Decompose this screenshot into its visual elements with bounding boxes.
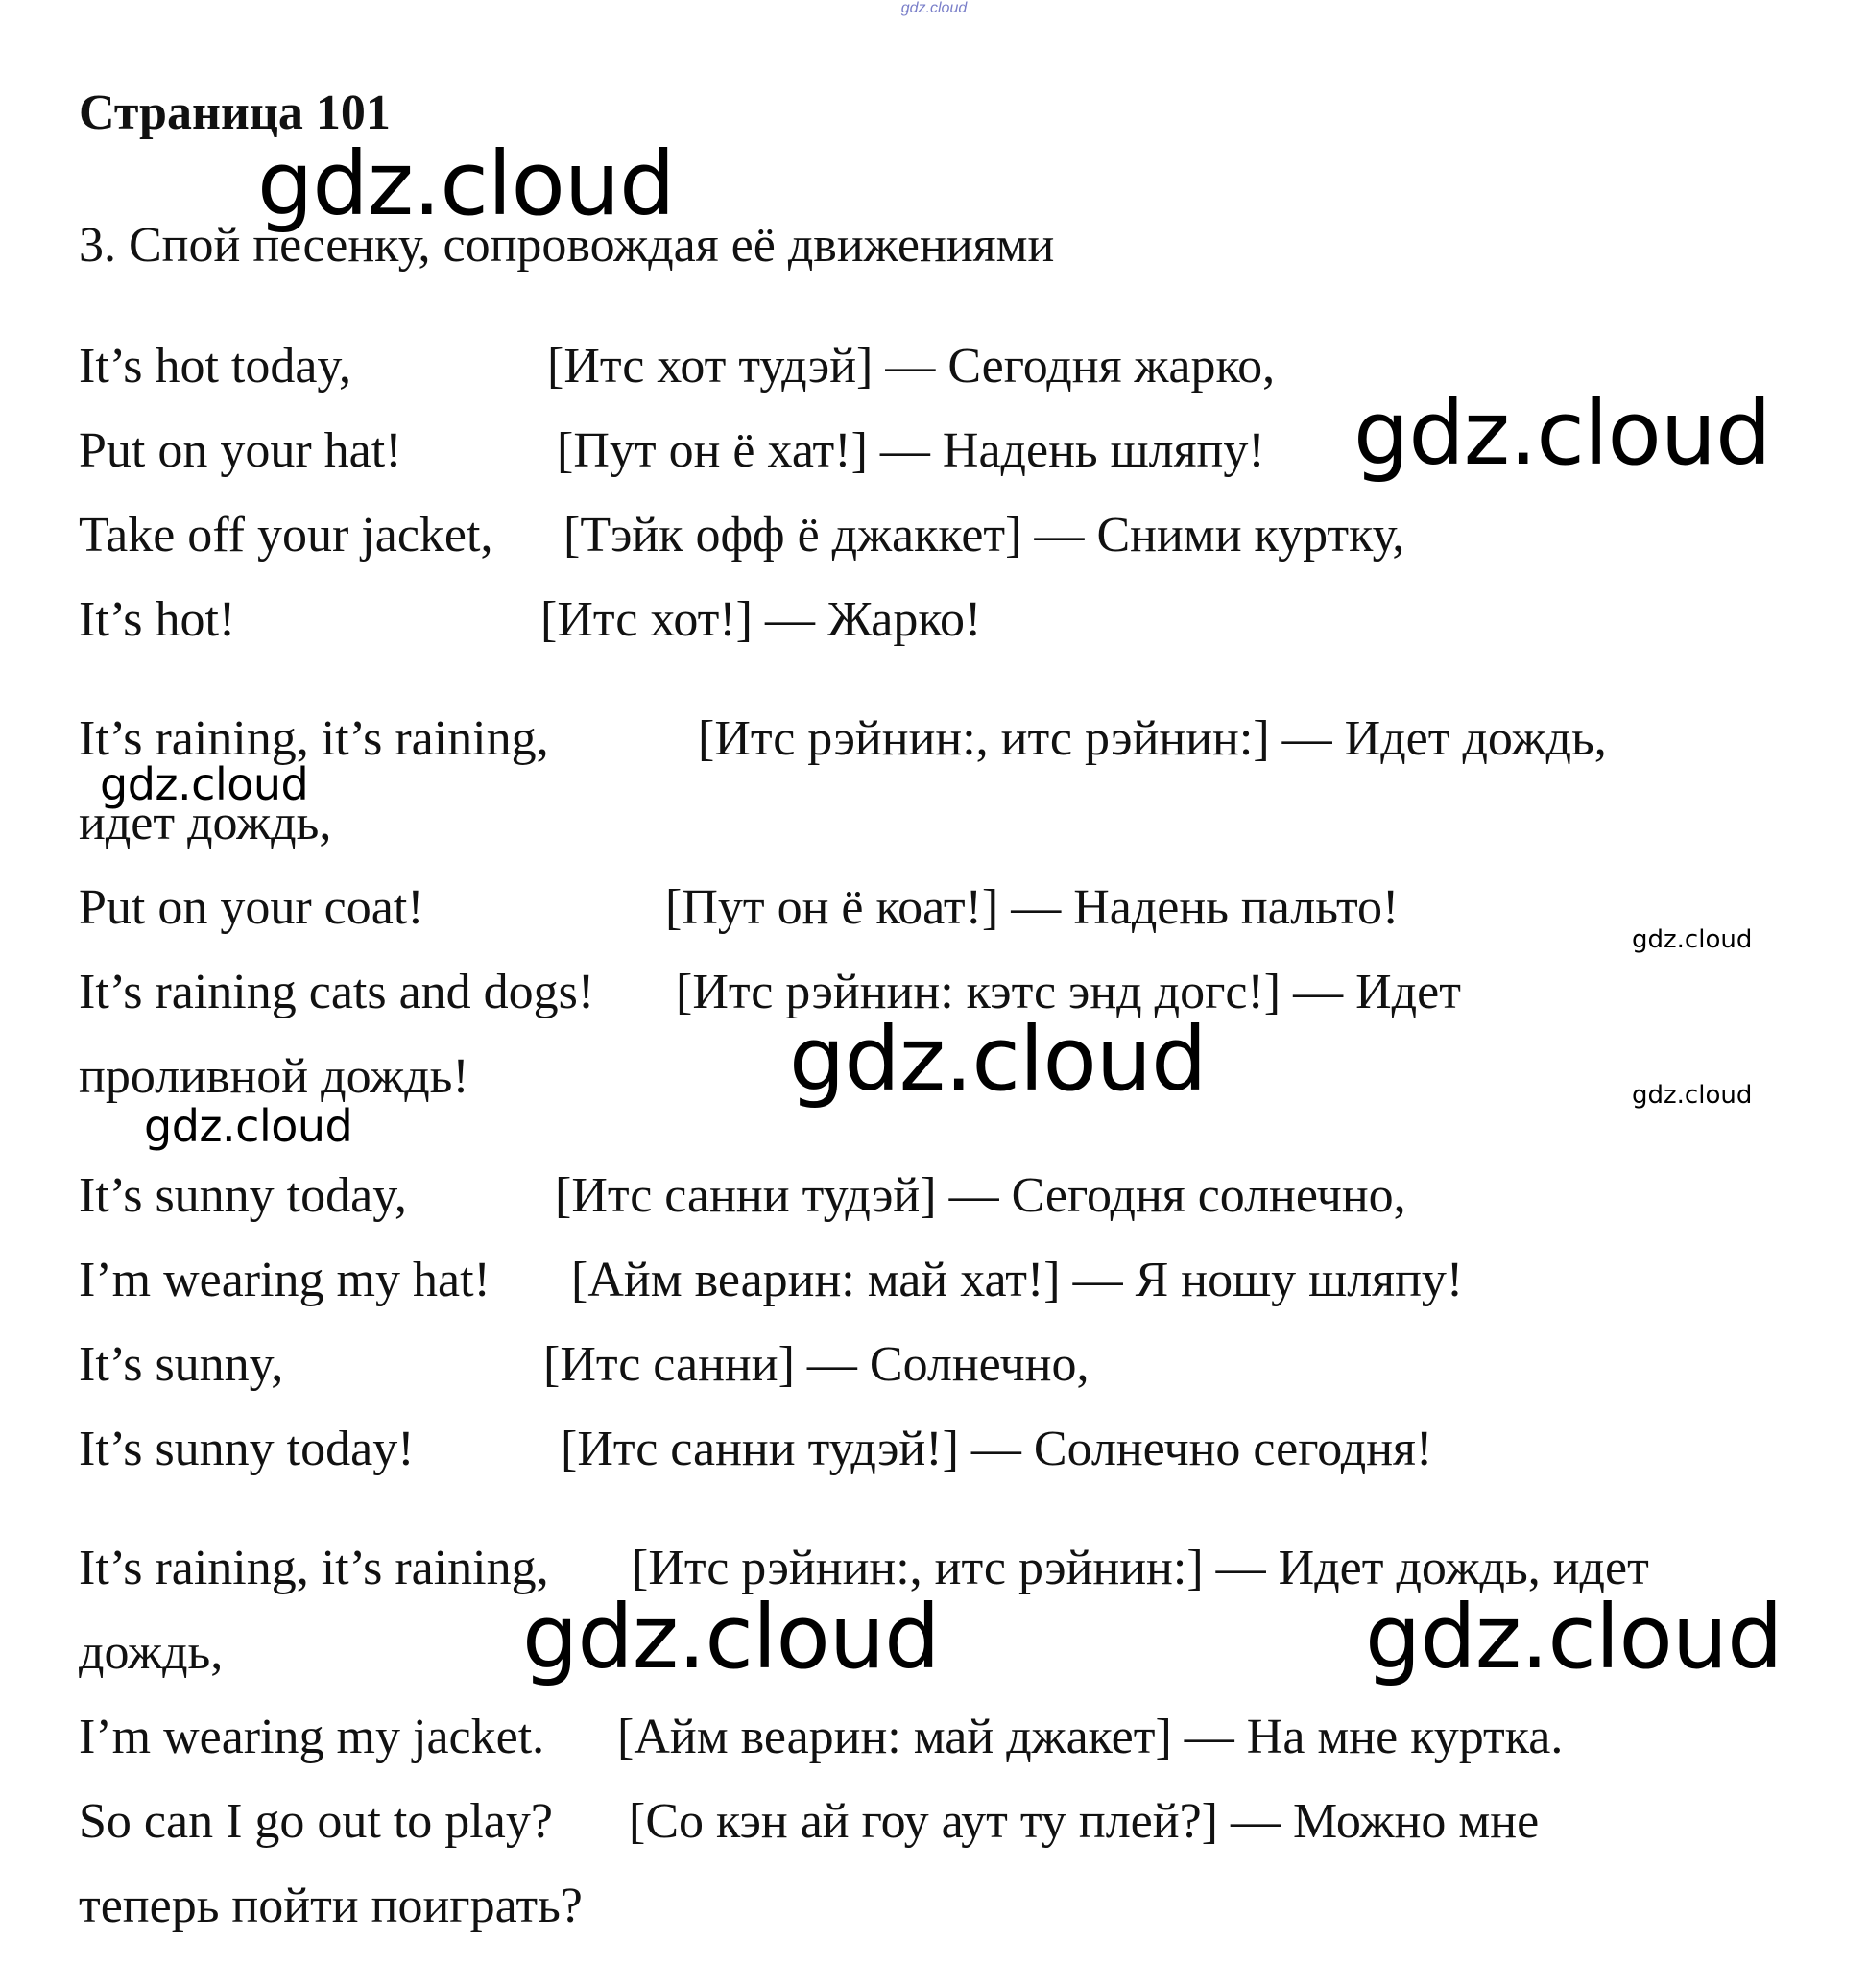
watermark: gdz.cloud (100, 758, 309, 810)
verse-3-line-4-translation: [Итс санни тудэй!] — Солнечно сегодня! (561, 1422, 1433, 1476)
verse-3-line-2-en: I’m wearing my hat! (79, 1253, 491, 1307)
watermark: gdz.cloud (1632, 925, 1753, 954)
verse-3-line-3-translation: [Итс санни] — Солнечно, (543, 1337, 1090, 1392)
watermark: gdz.cloud (1632, 1081, 1753, 1110)
watermark: gdz.cloud (1353, 382, 1771, 485)
verse-4-line-3-en: So can I go out to play? (79, 1794, 553, 1849)
watermark: gdz.cloud (144, 1100, 353, 1152)
verse-1-line-4-translation: [Итс хот!] — Жарко! (540, 592, 982, 647)
verse-4-line-1-en: It’s raining, it’s raining, (79, 1541, 549, 1595)
verse-4-line-2-en: I’m wearing my jacket. (79, 1710, 545, 1764)
verse-4-line-3-continuation: теперь пойти поиграть? (79, 1879, 583, 1933)
task-title: 3. Спой песенку, сопровождая её движениями (79, 218, 1055, 273)
verse-1-line-1-en: It’s hot today, (79, 339, 352, 394)
verse-3-line-1-translation: [Итс санни тудэй] — Сегодня солнечно, (555, 1168, 1406, 1223)
watermark: gdz.cloud (522, 1586, 940, 1689)
verse-1-line-1-translation: [Итс хот тудэй] — Сегодня жарко, (547, 339, 1276, 394)
verse-2-line-1-continuation: идет дождь, (79, 796, 332, 850)
verse-2-line-3-en: It’s raining cats and dogs! (79, 965, 595, 1019)
verse-4-line-2-translation: [Айм веарин: май джакет] — На мне куртка. (617, 1710, 1564, 1764)
verse-3-line-2-translation: [Айм веарин: май хат!] — Я ношу шляпу! (571, 1253, 1464, 1307)
verse-1-line-4-en: It’s hot! (79, 592, 236, 647)
verse-2-line-2-translation: [Пут он ё коат!] — Надень пальто! (665, 880, 1400, 935)
verse-4-line-3-translation: [Со кэн ай гоу аут ту плей?] — Можно мне (629, 1794, 1540, 1849)
watermark: gdz.cloud (789, 1008, 1207, 1111)
verse-2-line-3-continuation: проливной дождь! (79, 1049, 469, 1104)
verse-2-line-2-en: Put on your coat! (79, 880, 424, 935)
verse-3-line-4-en: It’s sunny today! (79, 1422, 415, 1476)
top-watermark: gdz.cloud (900, 0, 968, 16)
verse-2-line-1-en: It’s raining, it’s raining, (79, 711, 549, 766)
verse-1-line-2-en: Put on your hat! (79, 423, 402, 478)
watermark: gdz.cloud (1365, 1586, 1783, 1689)
verse-4-line-1-translation: [Итс рэйнин:, итс рэйнин:] — Идет дождь, идет (632, 1541, 1649, 1595)
verse-1-line-3-translation: [Тэйк офф ё джаккет] — Сними куртку, (563, 508, 1405, 563)
watermark: gdz.cloud (257, 132, 675, 235)
verse-2-line-1-translation: [Итс рэйнин:, итс рэйнин:] — Идет дождь, (698, 711, 1607, 766)
page-heading: Страница 101 (79, 85, 391, 140)
verse-4-line-1-continuation: дождь, (79, 1625, 224, 1680)
verse-1-line-2-translation: [Пут он ё хат!] — Надень шляпу! (557, 423, 1265, 478)
verse-3-line-1-en: It’s sunny today, (79, 1168, 407, 1223)
verse-1-line-3-en: Take off your jacket, (79, 508, 493, 563)
verse-2-line-3-translation: [Итс рэйнин: кэтс энд догс!] — Идет (676, 965, 1461, 1019)
verse-3-line-3-en: It’s sunny, (79, 1337, 284, 1392)
